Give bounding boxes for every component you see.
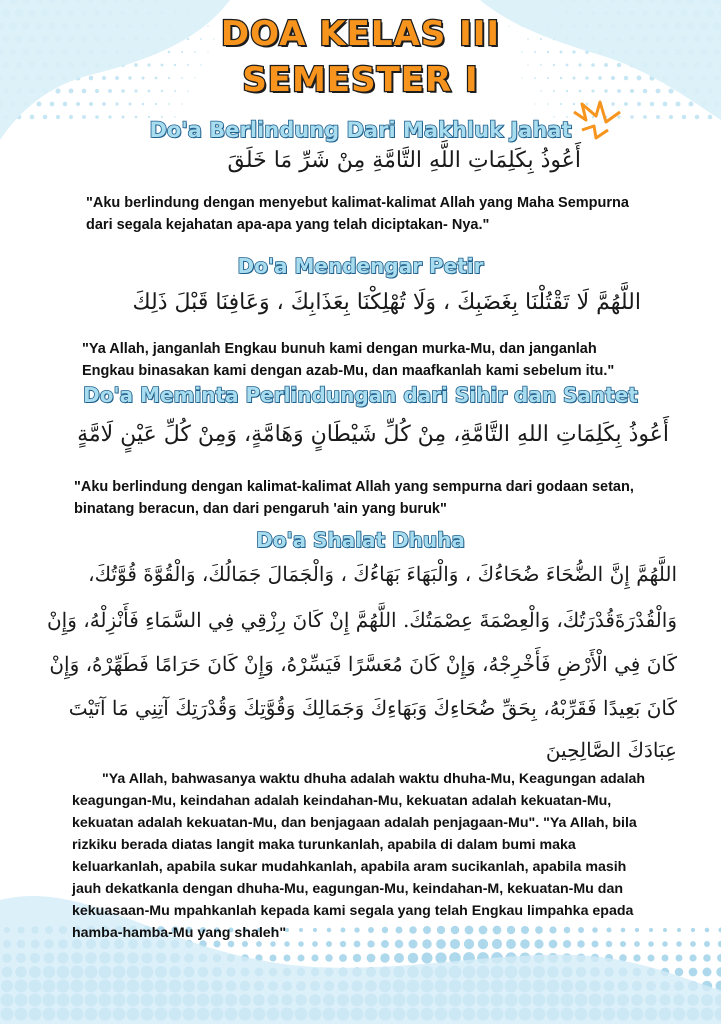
arabic-text-petir: اللَّهُمَّ لَا تَقْتُلْنَا بِغَضَبِكَ ، وَلَا تُهْلِكْنَا بِعَذَابِكَ ، وَعَافِنَا قَبْلَ ذَلِكَ — [132, 290, 641, 315]
arabic-line-dhuha-1: اللَّهُمَّ إِنَّ الضُّحَاءَ ضُحَاءُكَ ، وَالْبَهَاءَ بَهَاءُكَ ، وَالْجَمَالَ جَمَالُكَ، وَالْقُوَّةَ قُوَّتُكَ، — [88, 562, 677, 586]
section-heading-dhuha: Do'a Shalat Dhuha — [256, 528, 465, 552]
arabic-text-sihir-santet: أَعُوذُ بِكَلِمَاتِ اللهِ التَّامَّةِ، مِنْ كُلِّ شَيْطَانٍ وَهَامَّةٍ، وَمِنْ كُلِّ عَيْنٍ لَامَّةٍ — [77, 422, 669, 447]
section-heading-sihir-santet: Do'a Meminta Perlindungan dari Sihir dan Santet — [83, 383, 638, 407]
arabic-line-dhuha-5: عِبَادَكَ الصَّالِحِينَ — [545, 738, 677, 762]
translation-dhuha: "Ya Allah, bahwasanya waktu dhuha adalah waktu dhuha-Mu, Keagungan adalah keagungan-Mu, keindahan adalah keindahan-Mu, kekuatan adalah kekuatan-Mu, kekuatan adalah kekuatan-Mu, dan benjagaan adalah penjagaan-Mu". "Ya Allah, bila rizkiku berada diatas langit maka turunkanlah, apabila di dalam bumi maka keluarkanlah, apabila sukar mudahkanlah, apabila aram sucikanlah, apabila masih jauh dekatkanla dengan dhuha-Mu, eagungan-Mu, keindahan-M, kekuatan-Mu dan kekuasaan-Mu mpahkanlah kepada kami segala yang telah Engkau limpahka epada hamba-hamba-Mu yang shaleh" — [72, 771, 646, 941]
arabic-line-dhuha-4: كَانَ بَعِيدًا فَقَرِّبْهُ، بِحَقِّ ضُحَاءِكَ وَبَهَاءِكَ وَجَمَالِكَ وَقُوَّتِكَ وَقُدْرَتِكَ آتِنِي مَا آتَيْتَ — [68, 696, 677, 720]
page-title-line1: DOA KELAS III — [220, 14, 501, 54]
page-title-line2: SEMESTER I — [242, 60, 479, 100]
translation-sihir-santet: "Aku berlindung dengan kalimat-kalimat Allah yang sempurna dari godaan setan, binatang beracun, dan dari pengaruh 'ain yang buruk" — [74, 479, 634, 517]
arabic-line-dhuha-3: كَانَ فِي الْأَرْضِ فَأَخْرِجْهُ، وَإِنْ كَانَ مُعَسَّرًا فَيَسِّرْهُ، وَإِنْ كَانَ حَرَامًا فَطَهِّرْهُ، وَإِنْ — [49, 652, 677, 676]
section-heading-petir: Do'a Mendengar Petir — [237, 254, 484, 278]
translation-makhluk-jahat: "Aku berlindung dengan menyebut kalimat-kalimat Allah yang Maha Sempurna dari segala kejahatan apa-apa yang telah diciptakan- Nya." — [86, 195, 629, 233]
section-heading-makhluk-jahat: Do'a Berlindung Dari Makhluk Jahat — [149, 118, 572, 142]
translation-petir: "Ya Allah, janganlah Engkau bunuh kami dengan murka-Mu, dan janganlah Engkau binasakan kami dengan azab-Mu, dan maafkanlah kami sebelum itu." — [82, 341, 615, 379]
arabic-line-dhuha-2: وَالْقُدْرَةَقُدْرَتُكَ، وَالْعِصْمَةَ عِصْمَتُكَ. اللَّهُمَّ إِنْ كَانَ رِزْقِي فِي السَّمَاءِ فَأَنْزِلْهُ، وَإِنْ — [46, 608, 677, 632]
arabic-text-makhluk-jahat: أَعُوذُ بِكَلِمَاتِ اللَّهِ التَّامَّةِ مِنْ شَرِّ مَا خَلَقَ — [227, 148, 581, 173]
